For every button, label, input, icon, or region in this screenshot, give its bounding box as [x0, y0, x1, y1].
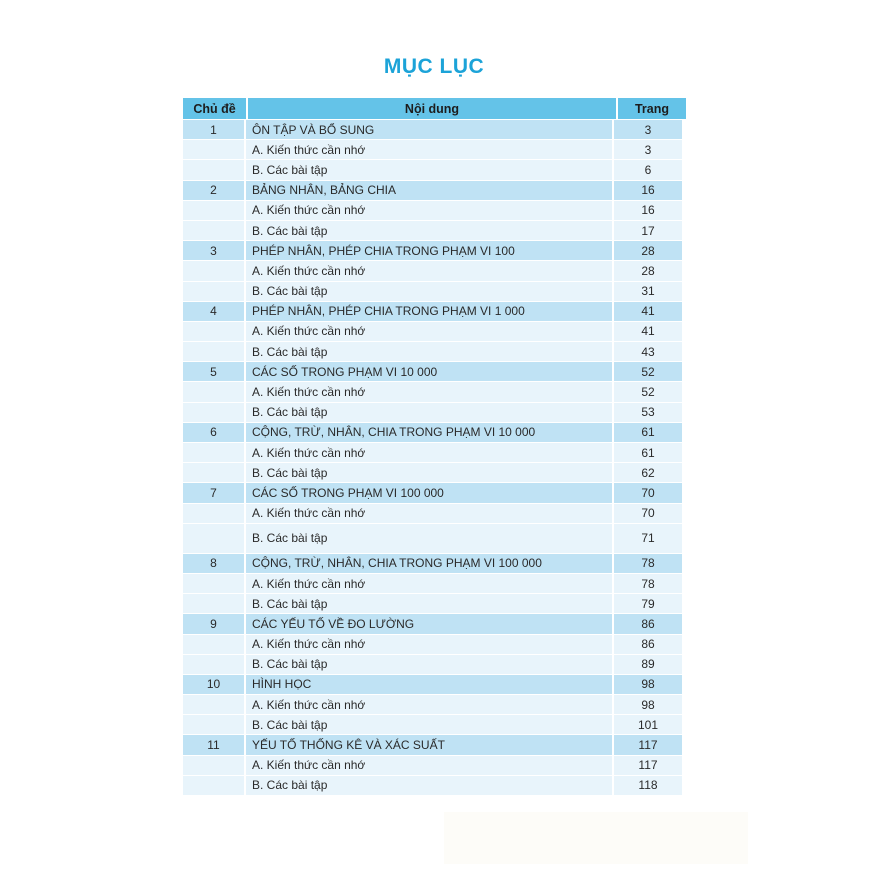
section-title: B. Các bài tập	[246, 341, 614, 361]
section-title: B. Các bài tập	[246, 281, 614, 301]
topic-number	[183, 593, 246, 613]
topic-number: 3	[183, 240, 246, 260]
page-number: 101	[614, 714, 682, 734]
chapter-row	[183, 361, 686, 381]
section-title: B. Các bài tập	[246, 159, 614, 179]
page-number: 3	[614, 119, 682, 139]
section-row	[183, 139, 686, 159]
chapter-title: CỘNG, TRỪ, NHÂN, CHIA TRONG PHẠM VI 100 000	[246, 553, 614, 573]
section-row	[183, 462, 686, 482]
section-title: A. Kiến thức cần nhớ	[246, 260, 614, 280]
table-body	[183, 119, 686, 795]
page-number: 70	[614, 503, 682, 523]
page-number: 43	[614, 341, 682, 361]
section-row	[183, 593, 686, 613]
topic-number	[183, 694, 246, 714]
section-row	[183, 634, 686, 654]
section-title: A. Kiến thức cần nhớ	[246, 139, 614, 159]
topic-number	[183, 159, 246, 179]
page-number: 98	[614, 694, 682, 714]
topic-number	[183, 321, 246, 341]
page-number: 79	[614, 593, 682, 613]
header-topic: Chủ đề	[183, 98, 248, 119]
topic-number	[183, 462, 246, 482]
chapter-title: CÁC SỐ TRONG PHẠM VI 10 000	[246, 361, 614, 381]
chapter-row	[183, 674, 686, 694]
topic-number	[183, 714, 246, 734]
topic-number	[183, 775, 246, 795]
section-title: A. Kiến thức cần nhớ	[246, 442, 614, 462]
section-row	[183, 260, 686, 280]
chapter-title: CÁC SỐ TRONG PHẠM VI 100 000	[246, 482, 614, 502]
chapter-row	[183, 734, 686, 754]
section-row	[183, 281, 686, 301]
chapter-title: PHÉP NHÂN, PHÉP CHIA TRONG PHẠM VI 100	[246, 240, 614, 260]
section-row	[183, 381, 686, 401]
section-title: A. Kiến thức cần nhớ	[246, 200, 614, 220]
page-number: 31	[614, 281, 682, 301]
page-number: 17	[614, 220, 682, 240]
section-title: A. Kiến thức cần nhớ	[246, 634, 614, 654]
section-row	[183, 321, 686, 341]
chapter-row	[183, 482, 686, 502]
section-title: B. Các bài tập	[246, 462, 614, 482]
section-title: B. Các bài tập	[246, 402, 614, 422]
section-row	[183, 694, 686, 714]
section-title: B. Các bài tập	[246, 654, 614, 674]
topic-number: 10	[183, 674, 246, 694]
section-row	[183, 200, 686, 220]
page-number: 52	[614, 381, 682, 401]
section-title: B. Các bài tập	[246, 714, 614, 734]
topic-number: 9	[183, 613, 246, 633]
chapter-title: YẾU TỐ THỐNG KÊ VÀ XÁC SUẤT	[246, 734, 614, 754]
page-number: 71	[614, 523, 682, 553]
page-number: 70	[614, 482, 682, 502]
topic-number	[183, 442, 246, 462]
chapter-row	[183, 422, 686, 442]
topic-number	[183, 523, 246, 553]
section-row	[183, 220, 686, 240]
section-row	[183, 503, 686, 523]
topic-number	[183, 341, 246, 361]
topic-number	[183, 220, 246, 240]
page-number: 3	[614, 139, 682, 159]
topic-number	[183, 260, 246, 280]
chapter-title: PHÉP NHÂN, PHÉP CHIA TRONG PHẠM VI 1 000	[246, 301, 614, 321]
topic-number: 6	[183, 422, 246, 442]
section-title: B. Các bài tập	[246, 775, 614, 795]
section-row	[183, 775, 686, 795]
topic-number: 5	[183, 361, 246, 381]
section-title: A. Kiến thức cần nhớ	[246, 573, 614, 593]
section-row	[183, 755, 686, 775]
table-header	[183, 98, 686, 119]
section-row	[183, 442, 686, 462]
topic-number: 1	[183, 119, 246, 139]
page-number: 62	[614, 462, 682, 482]
header-page: Trang	[634, 101, 670, 116]
topic-number	[183, 200, 246, 220]
topic-number	[183, 573, 246, 593]
section-row	[183, 714, 686, 734]
topic-number: 8	[183, 553, 246, 573]
chapter-row	[183, 553, 686, 573]
topic-number	[183, 634, 246, 654]
page-number: 16	[614, 200, 682, 220]
page-number: 117	[614, 755, 682, 775]
chapter-title: HÌNH HỌC	[246, 674, 614, 694]
section-title: B. Các bài tập	[246, 593, 614, 613]
chapter-title: ÔN TẬP VÀ BỔ SUNG	[246, 119, 614, 139]
topic-number	[183, 281, 246, 301]
chapter-title: BẢNG NHÂN, BẢNG CHIA	[246, 180, 614, 200]
section-row	[183, 573, 686, 593]
page-number: 86	[614, 634, 682, 654]
topic-number	[183, 402, 246, 422]
page-number: 117	[614, 734, 682, 754]
section-title: A. Kiến thức cần nhớ	[246, 321, 614, 341]
page-title: MỤC LỤC	[383, 55, 485, 78]
chapter-row	[183, 240, 686, 260]
chapter-title: CÁC YẾU TỐ VỀ ĐO LƯỜNG	[246, 613, 614, 633]
page-number: 98	[614, 674, 682, 694]
chapter-row	[183, 613, 686, 633]
section-row	[183, 159, 686, 179]
section-title: A. Kiến thức cần nhớ	[246, 694, 614, 714]
chapter-row	[183, 180, 686, 200]
page-number: 52	[614, 361, 682, 381]
page-number: 41	[614, 321, 682, 341]
topic-number: 2	[183, 180, 246, 200]
section-title: A. Kiến thức cần nhớ	[246, 381, 614, 401]
page-number: 16	[614, 180, 682, 200]
section-row	[183, 341, 686, 361]
page-number: 78	[614, 573, 682, 593]
topic-number	[183, 381, 246, 401]
section-row	[183, 523, 686, 553]
background-patch	[444, 812, 748, 864]
topic-number	[183, 139, 246, 159]
page-number: 28	[614, 240, 682, 260]
section-title: A. Kiến thức cần nhớ	[246, 503, 614, 523]
table-of-contents	[183, 98, 686, 795]
topic-number: 7	[183, 482, 246, 502]
topic-number	[183, 654, 246, 674]
section-row	[183, 402, 686, 422]
topic-number	[183, 755, 246, 775]
chapter-title: CỘNG, TRỪ, NHÂN, CHIA TRONG PHẠM VI 10 000	[246, 422, 614, 442]
section-title: B. Các bài tập	[246, 220, 614, 240]
page-number: 89	[614, 654, 682, 674]
page-number: 61	[614, 422, 682, 442]
page-number: 28	[614, 260, 682, 280]
page-number: 6	[614, 159, 682, 179]
topic-number	[183, 503, 246, 523]
page-number: 78	[614, 553, 682, 573]
page-number: 41	[614, 301, 682, 321]
chapter-row	[183, 119, 686, 139]
section-title: A. Kiến thức cần nhớ	[246, 755, 614, 775]
page-number: 118	[614, 775, 682, 795]
page-number: 86	[614, 613, 682, 633]
section-row	[183, 654, 686, 674]
topic-number: 4	[183, 301, 246, 321]
header-content: Nội dung	[248, 98, 618, 119]
page-number: 53	[614, 402, 682, 422]
page-number: 61	[614, 442, 682, 462]
topic-number: 11	[183, 734, 246, 754]
section-title: B. Các bài tập	[246, 523, 614, 553]
chapter-row	[183, 301, 686, 321]
